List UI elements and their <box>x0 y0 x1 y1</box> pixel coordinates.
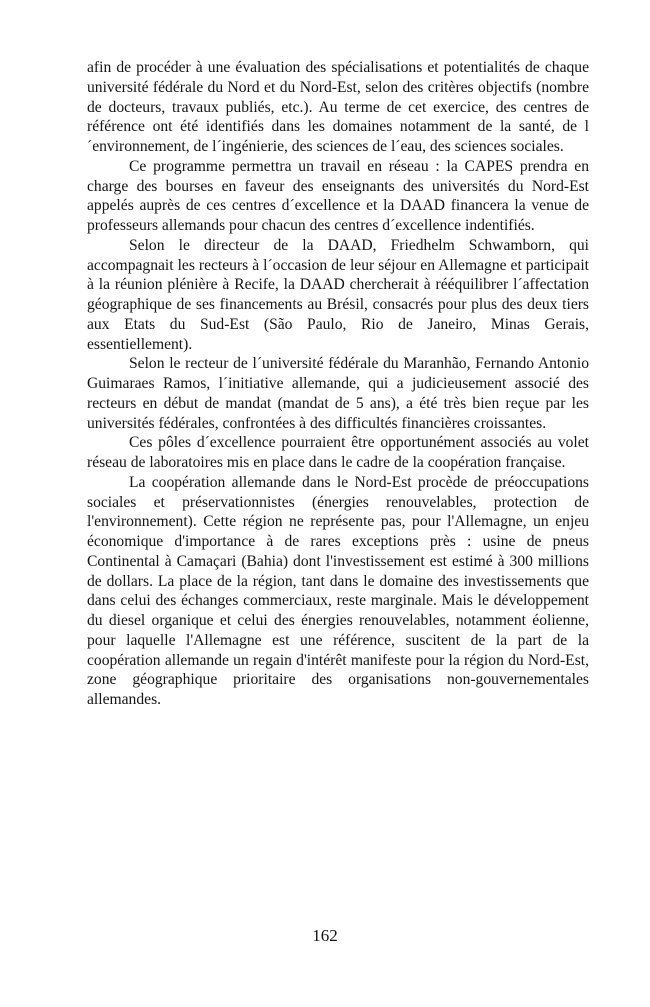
paragraph-excellence-poles: Ces pôles d´excellence pourraient être opportunément associés au volet réseau de laboratoires mis en place dans le cadre de la coopération française. <box>87 434 589 471</box>
paragraph-capes-program: Ce programme permettra un travail en réseau : la CAPES prendra en charge des bourses en faveur des enseignants des universités du Nord-Est appelés auprès de ces centres d´excellence et la DAAD financera la venue de professeurs allemands pour chacun des centres d´excellence indentifiés. <box>87 157 589 234</box>
paragraph-daad-director: Selon le directeur de la DAAD, Friedhelm Schwamborn, qui accompagnait les recteurs à l´occasion de leur séjour en Allemagne et participait à la réunion plénière à Recife, la DAAD chercherait à rééquilibrer l´affectation géographique de ses financements au Brésil, consacrés pour plus des deux tiers aux Etats du Sud-Est (São Paulo, Rio de Janeiro, Minas Gerais, essentiellement). <box>87 236 589 353</box>
paragraph-continuation: afin de procéder à une évaluation des spécialisations et potentialités de chaque université fédérale du Nord et du Nord-Est, selon des critères objectifs (nombre de docteurs, travaux publiés, etc.). Au terme de cet exercice, des centres de référence ont été identifiés dans les domaines notamment de la santé, de l´environnement, de l´ingénierie, des sciences de l´eau, des sciences sociales. <box>87 59 589 155</box>
page-number: 162 <box>312 926 338 945</box>
paragraph-maranhao-rector: Selon le recteur de l´université fédérale du Maranhão, Fernando Antonio Guimaraes Ramos, l´initiative allemande, qui a judicieusement associé des recteurs en début de mandat (mandat de 5 ans), a été très bien reçue par les universités fédérales, confrontées à des difficultés financières croissantes. <box>87 355 589 432</box>
page-body <box>87 58 589 710</box>
paragraph-german-cooperation: La coopération allemande dans le Nord-Est procède de préoccupations sociales et préservationnistes (énergies renouvelables, protection de l'environnement). Cette région ne représente pas, pour l'Allemagne, un enjeu économique d'importance à de rares exceptions près : usine de pneus Continental à Camaçari (Bahia) dont l'investissement est estimé à 300 millions de dollars. La place de la région, tant dans le domaine des investissements que dans celui des échanges commerciaux, reste marginale. Mais le développement du diesel organique et celui des énergies renouvelables, notamment éolienne, pour laquelle l'Allemagne est une référence, suscitent de la part de la coopération allemande un regain d'intérêt manifeste pour la région du Nord-Est, zone géographique prioritaire des organisations non-gouvernementales allemandes. <box>87 473 589 708</box>
